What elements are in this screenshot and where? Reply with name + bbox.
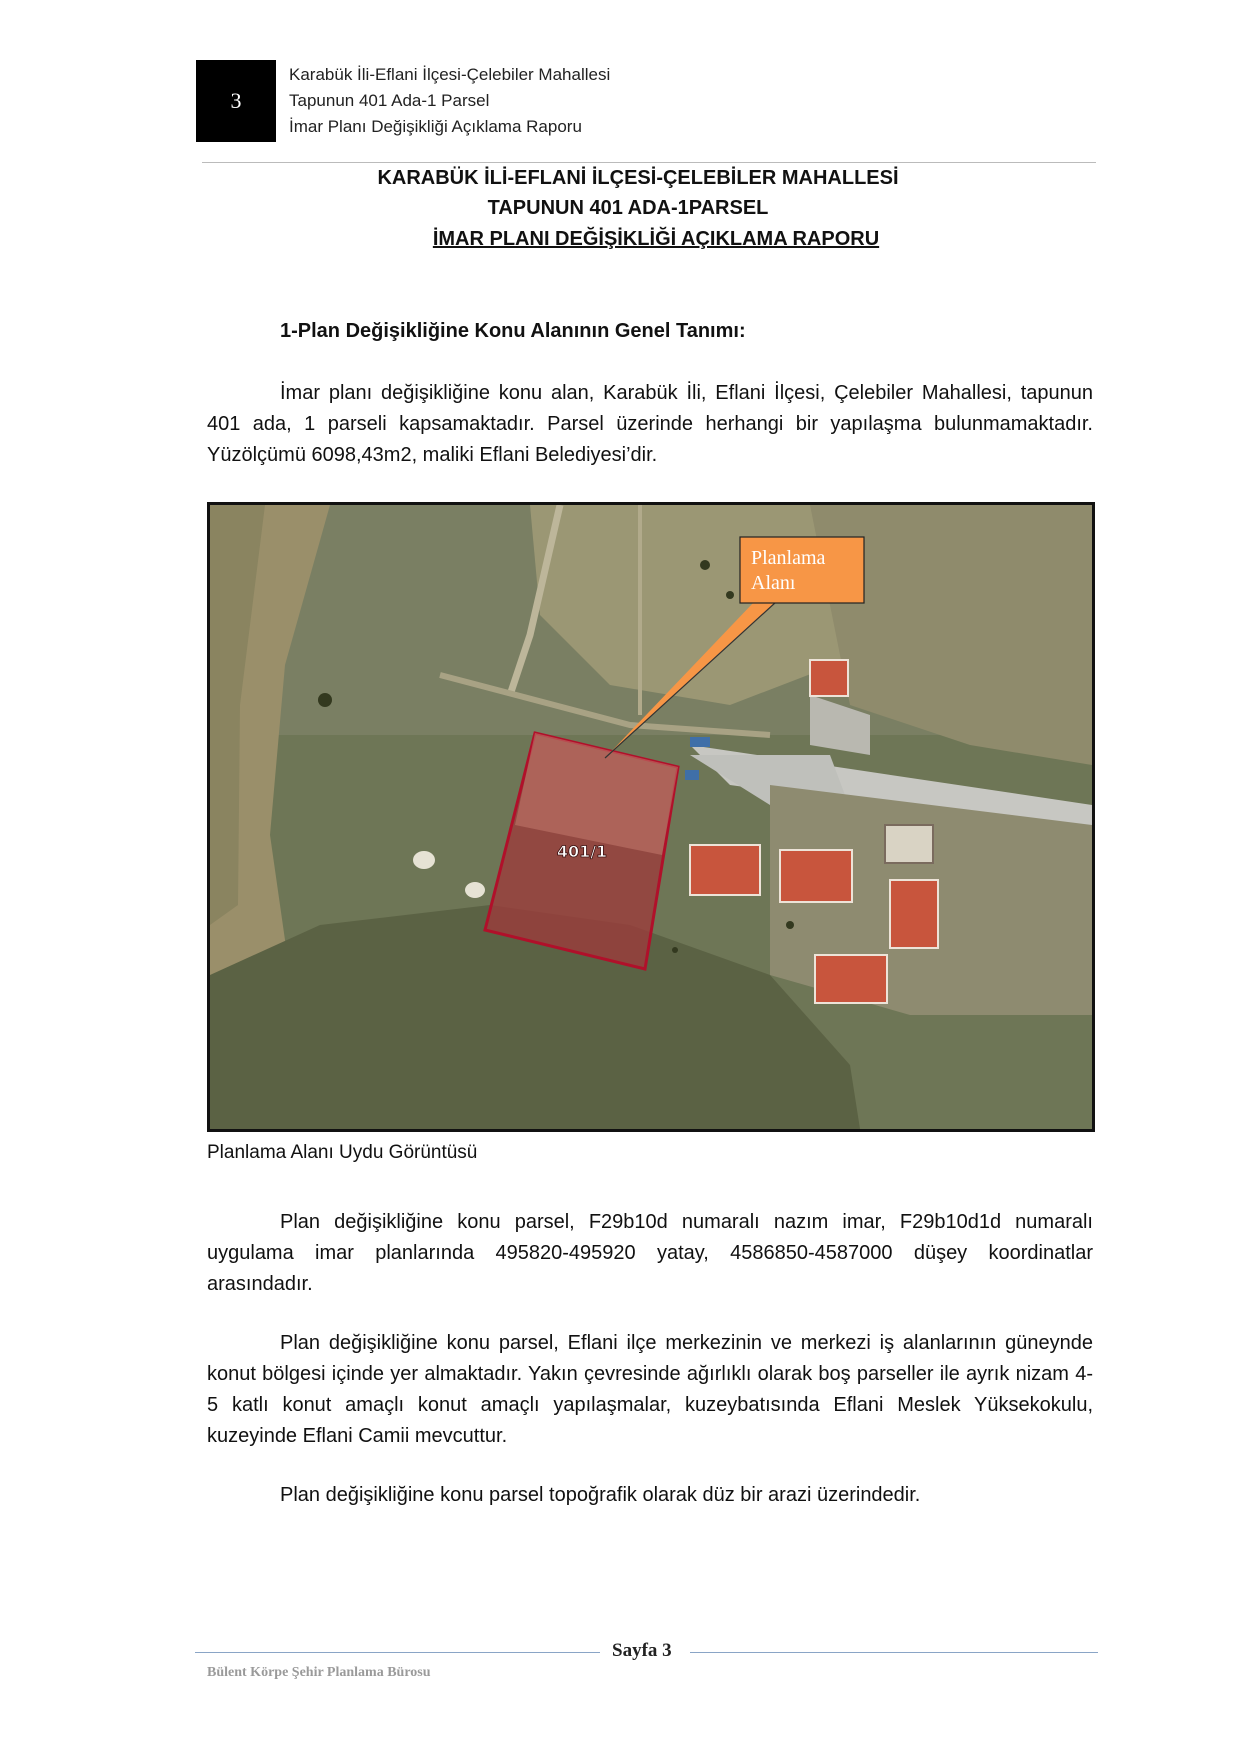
satellite-image [207,502,1095,1132]
building-roof [890,880,938,948]
header-divider [202,162,1096,163]
page-number-box [196,60,276,142]
light-patch [465,882,485,898]
header-line-3: İmar Planı Değişikliği Açıklama Raporu [289,117,582,136]
blue-roof [690,737,710,747]
paragraph-surroundings: Plan değişikliğine konu parsel, Eflani ilçe merkezinin ve merkezi iş alanlarının güneynde konut bölgesi içinde yer almaktadır. Yakın çevresinde ağırlıklı olarak boş parseller ile ayrık nizam 4-5 katlı konut amaçlı konut amaçlı yapılaşmalar, kuzeybatısında Eflani Meslek Yüksekokulu, kuzeyinde Eflani Camii mevcuttur. [207,1332,1093,1447]
paragraph-general-description: İmar planı değişikliğine konu alan, Karabük İli, Eflani İlçesi, Çelebiler Mahallesi, tapunun 401 ada, 1 parseli kapsamaktadır. Parsel üzerinde herhangi bir yapılaşma bulunmamaktadır. Yüzölçümü 6098,43m2, maliki Eflani Belediyesi’dir. [207,382,1093,466]
callout-text-line-1: Planlama [751,547,826,569]
title-line-3: İMAR PLANI DEĞİŞİKLİĞİ AÇIKLAMA RAPORU [432,228,880,250]
running-header [289,62,610,140]
building-roof [690,845,760,895]
small-building [885,825,933,863]
footer-firm-name: Bülent Körpe Şehir Planlama Bürosu [207,1665,431,1680]
footer-page-number: Sayfa 3 [612,1640,672,1661]
satellite-drawing [210,505,1092,1129]
header-line-1: Karabük İli-Eflani İlçesi-Çelebiler Mahallesi [289,65,611,84]
image-caption: Planlama Alanı Uydu Görüntüsü [207,1142,478,1163]
building-roof [810,660,848,696]
header-line-2: Tapunun 401 Ada-1 Parsel [289,91,490,110]
building-roof [780,850,852,902]
building-roof [815,955,887,1003]
paragraph-topography: Plan değişikliğine konu parsel topoğrafik olarak düz bir arazi üzerindedir. [280,1484,921,1506]
paragraph-coordinates: Plan değişikliğine konu parsel, F29b10d numaralı nazım imar, F29b10d1d numaralı uygulama imar planlarında 495820-495920 yatay, 4586850-4587000 düşey koordinatlar arasındadır. [207,1211,1093,1295]
callout-text-line-2: Alanı [751,572,796,594]
parcel-label: 401/1 [556,842,608,861]
page-number: 3 [230,88,242,113]
footer-rule-left [195,1652,600,1653]
title-line-1: KARABÜK İLİ-EFLANİ İLÇESİ-ÇELEBİLER MAHALLESİ [377,167,899,189]
title-line-2: TAPUNUN 401 ADA-1PARSEL [487,197,769,219]
section-heading: 1-Plan Değişikliğine Konu Alanının Genel Tanımı: [280,320,746,342]
blue-roof [685,770,699,780]
light-patch [413,851,435,869]
footer-rule-right [690,1652,1098,1653]
